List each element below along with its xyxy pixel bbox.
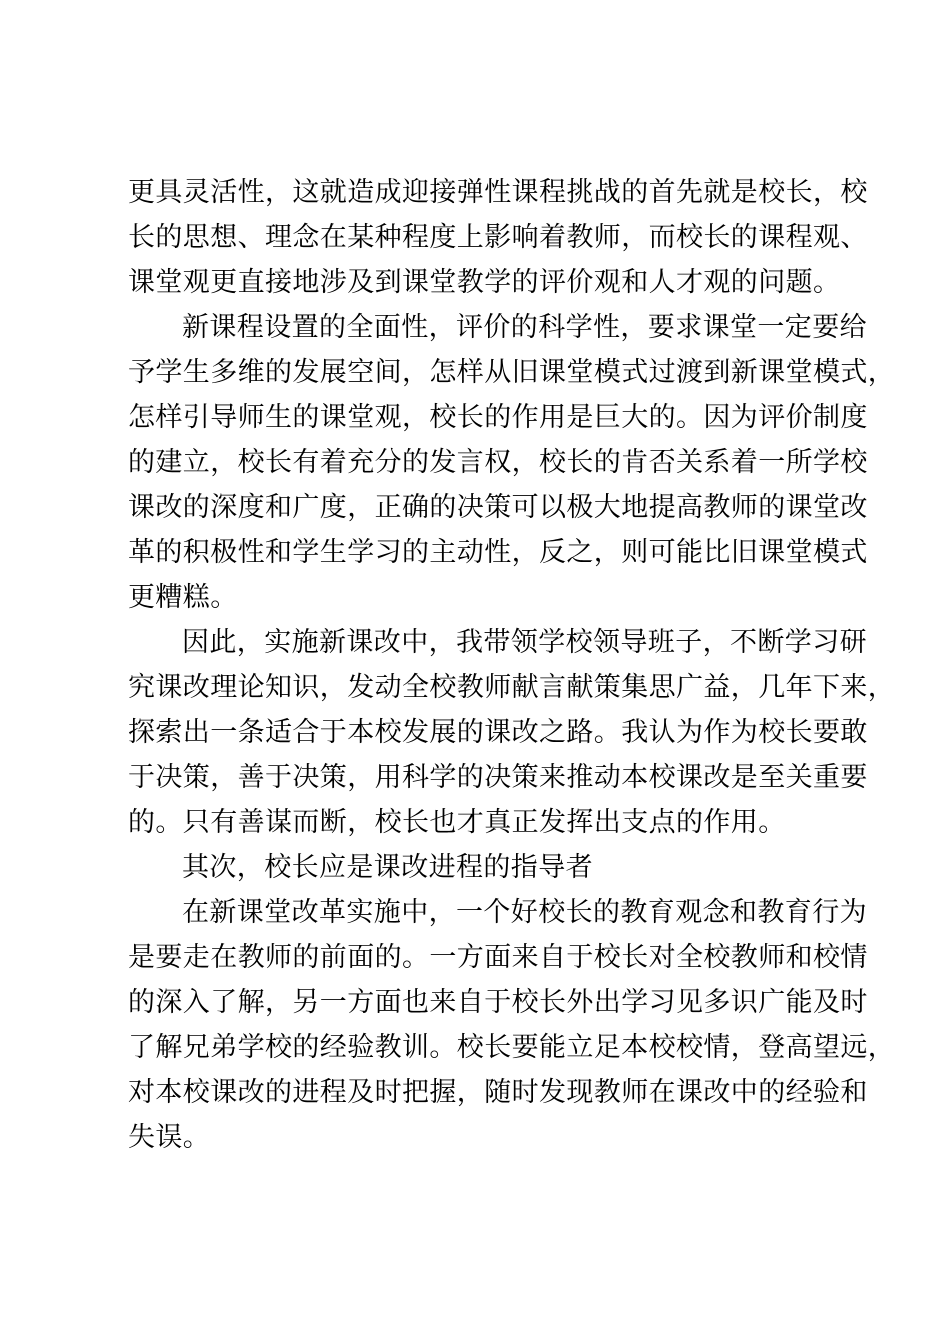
text-line: 的。只有善谋而断，校长也才真正发挥出支点的作用。 <box>128 807 786 838</box>
text-line: 怎样引导师生的课堂观，校长的作用是巨大的。因为评价制度 <box>128 402 868 433</box>
text-line: 在新课堂改革实施中，一个好校长的教育观念和教育行为 <box>182 897 867 928</box>
paragraph <box>128 620 896 845</box>
text-line: 于决策，善于决策，用科学的决策来推动本校课改是至关重要 <box>128 762 868 793</box>
text-line: 对本校课改的进程及时把握，随时发现教师在课改中的经验和 <box>128 1077 868 1108</box>
paragraph <box>128 305 896 620</box>
text-line: 了解兄弟学校的经验教训。校长要能立足本校校情，登高望远， <box>128 1032 896 1063</box>
text-line: 的深入了解，另一方面也来自于校长外出学习见多识广能及时 <box>128 987 868 1018</box>
text-line: 更糟糕。 <box>128 582 238 613</box>
text-line: 长的思想、理念在某种程度上影响着教师，而校长的课程观、 <box>128 222 868 253</box>
text-line: 是要走在教师的前面的。一方面来自于校长对全校教师和校情 <box>128 942 868 973</box>
text-line: 失误。 <box>128 1122 211 1153</box>
paragraph <box>128 170 868 305</box>
text-line: 更具灵活性，这就造成迎接弹性课程挑战的首先就是校长，校 <box>128 177 868 208</box>
document-body <box>128 170 896 1160</box>
section-heading: 其次，校长应是课改进程的指导者 <box>182 852 593 883</box>
text-line: 革的积极性和学生学习的主动性，反之，则可能比旧课堂模式 <box>128 537 868 568</box>
text-line: 课改的深度和广度，正确的决策可以极大地提高教师的课堂改 <box>128 492 868 523</box>
text-line: 的建立，校长有着充分的发言权，校长的肯否关系着一所学校 <box>128 447 868 478</box>
text-line: 课堂观更直接地涉及到课堂教学的评价观和人才观的问题。 <box>128 267 841 298</box>
paragraph <box>128 890 896 1160</box>
text-line: 予学生多维的发展空间，怎样从旧课堂模式过渡到新课堂模式， <box>128 357 896 388</box>
text-line: 究课改理论知识，发动全校教师献言献策集思广益，几年下来， <box>128 672 896 703</box>
text-line: 因此，实施新课改中，我带领学校领导班子，不断学习研 <box>182 627 867 658</box>
paragraph <box>128 845 834 890</box>
text-line: 探索出一条适合于本校发展的课改之路。我认为作为校长要敢 <box>128 717 868 748</box>
text-line: 新课程设置的全面性，评价的科学性，要求课堂一定要给 <box>182 312 867 343</box>
